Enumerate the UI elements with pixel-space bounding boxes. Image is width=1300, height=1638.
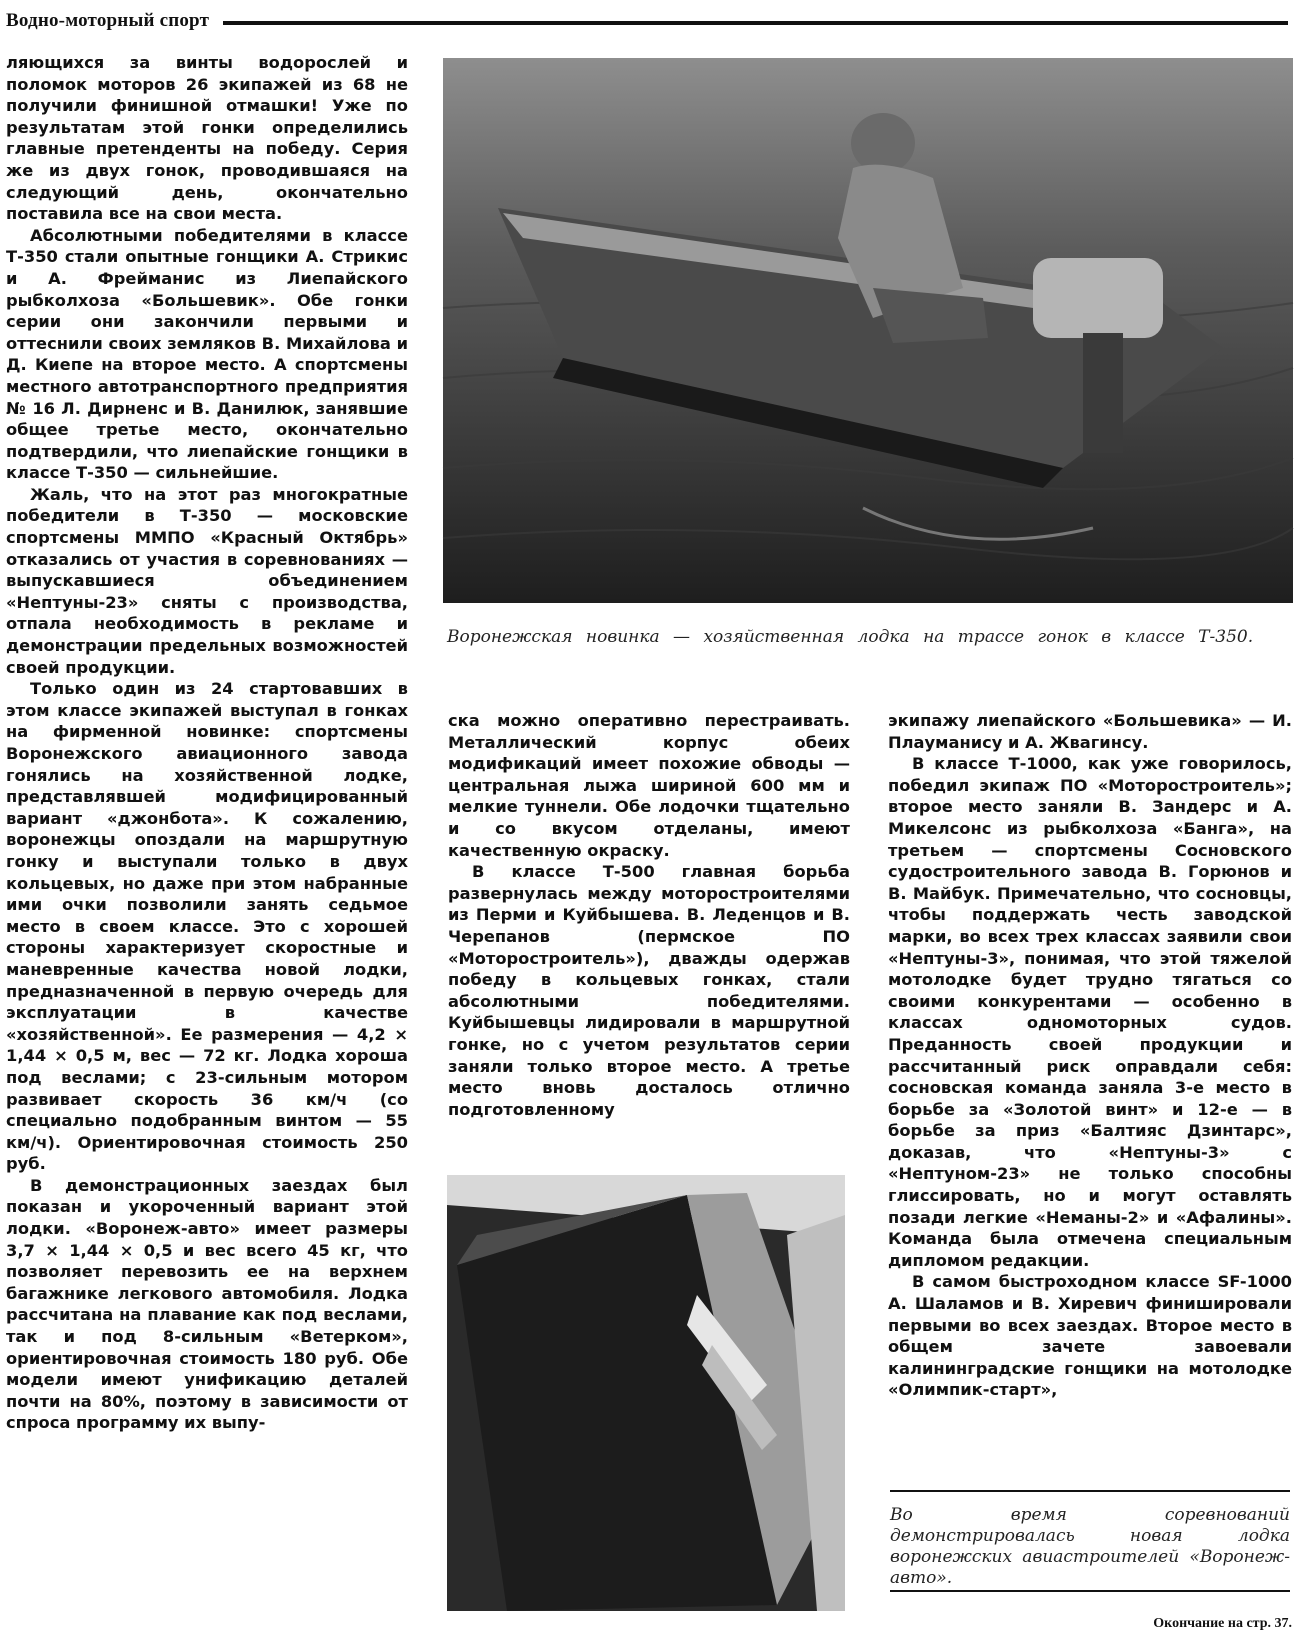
header-rule — [223, 21, 1288, 25]
photo2-caption: Во время соревнований демонстрировалась новая лодка воронежских авиастроителей «Воронеж-авто». — [890, 1505, 1290, 1588]
paragraph: Абсолютными победителями в классе Т-350 стали опытные гонщики А. Стрикис и А. Фрейманис из Лиепайского рыбколхоза «Большевик». Обе гонки серии они закончили первыми и оттеснили своих земляков В. Михайлова и Д. Киепе на второе место. А спортсмены местного автотранспортного предприятия № 16 Л. Дирненс и В. Данилюк, занявшие общее третье место, окончательно подтвердили, что лиепайские гонщики в классе Т-350 — сильнейшие. — [6, 225, 408, 483]
paragraph: Жаль, что на этот раз многократные победители в Т-350 — московские спортсмены ММПО «Красный Октябрь» отказались от участия в соревнованиях — выпускавшиеся объединением «Нептуны-23» сняты с производства, отпала необходимость в рекламе и демонстрации предельных возможностей своей продукции. — [6, 484, 408, 677]
continuation-note: Окончание на стр. 37. — [1153, 1616, 1292, 1631]
paragraph: ска можно оперативно перестраивать. Металлический корпус обеих модификаций имеет похожие обводы — центральная лыжа шириной 600 мм и мелкие туннели. Обе лодочки тщательно и со вкусом отделаны, имеют качественную окраску. — [448, 711, 850, 860]
paragraph: Только один из 24 стартовавших в этом классе экипажей выступал в гонках на фирменной новинке: спортсмены Воронежского авиационного завода гонялись на хозяйственной лодке, представлявшей модифицированный вариант «джонбота». К сожалению, воронежцы опоздали на маршрутную гонку и выступали только в двух кольцевых, но даже при этом набранные ими очки позволили занять седьмое место в своем классе. Это с хорошей стороны характеризует скоростные и маневренные качества новой лодки, предназначенной в первую очередь для эксплуатации в качестве «хозяйственной». Ее размерения — 4,2 × 1,44 × 0,5 м, вес — 72 кг. Лодка хороша под веслами; с 23-сильным мотором развивает скорость 36 км/ч (со специально подобранным винтом — 55 км/ч). Ориентировочная стоимость 250 руб. — [6, 679, 408, 1174]
text-column-3 — [888, 710, 1292, 1400]
photo-boat-hull-image — [447, 1175, 845, 1611]
section-title: Водно-моторный спорт — [6, 10, 210, 31]
caption-divider-bottom — [890, 1590, 1290, 1592]
photo-boat-hull — [447, 1175, 845, 1611]
photo1-caption: Воронежская новинка — хозяйственная лодка на трассе гонок в классе Т-350. — [447, 627, 1254, 647]
paragraph: В классе Т-500 главная борьба развернулась между моторостроителями из Перми и Куйбышева. В. Леденцов и В. Черепанов (пермское ПО «Моторостроитель»), дважды одержав победу в кольцевых гонках, стали абсолютными победителями. Куйбышевцы лидировали в маршрутной гонке, но с учетом результатов серии заняли только второе место. А третье место вновь досталось отлично подготовленному — [448, 862, 850, 1119]
paragraph: ляющихся за винты водорослей и поломок моторов 26 экипажей из 68 не получили финишной отмашки! Уже по результатам этой гонки определились главные претенденты на победу. Серия же из двух гонок, проводившаяся на следующий день, окончательно поставила все на свои места. — [6, 53, 408, 224]
paragraph: В классе Т-1000, как уже говорилось, победил экипаж ПО «Моторостроитель»; второе место заняли В. Зандерс и А. Микелсонс из рыбколхоза «Банга», на третьем — спортсмены Сосновского судостроительного завода В. Горюнов и В. Майбук. Примечательно, что сосновцы, чтобы поддержать честь заводской марки, во всех трех классах заявили свои «Нептуны-3», понимая, что этой тяжелой мотолодке будет трудно тягаться со своими конкурентами — особенно в классах одномоторных судов. Преданность своей продукции и рассчитанный риск оправдали себя: сосновская команда заняла 3-е место в борьбе за «Золотой винт» и 12-е — в борьбе за приз «Балтияс Дзинтарс», доказав, что «Нептуны-3» с «Нептуном-23» не только способны глиссировать, но и могут оставлять позади легкие «Неманы-2» и «Афалины». Команда была отмечена специальным дипломом редакции. — [888, 754, 1292, 1270]
paragraph: В демонстрационных заездах был показан и укороченный вариант этой лодки. «Воронеж-авто» имеет размеры 3,7 × 1,44 × 0,5 и вес всего 45 кг, что позволяет перевозить ее на верхнем багажнике легкового автомобиля. Лодка рассчитана на плавание как под веслами, так и под 8-сильным «Ветерком», ориентировочная стоимость 180 руб. Обе модели имеют унификацию деталей почти на 80%, поэтому в зависимости от спроса программу их выпу- — [6, 1175, 408, 1433]
page-header — [6, 8, 1288, 34]
text-column-1 — [6, 52, 408, 1632]
paragraph: В самом быстроходном классе SF-1000 А. Шаламов и В. Хиревич финишировали первыми во всех заездах. Второе место в общем зачете завоевали калининградские гонщики на мотолодке «Олимпик-старт», — [888, 1272, 1292, 1400]
paragraph: экипажу лиепайского «Большевика» — И. Плауманису и А. Жвагинсу. — [888, 711, 1292, 752]
caption-divider-top — [890, 1490, 1290, 1492]
photo-boat-on-water-image — [443, 58, 1293, 603]
text-column-2 — [448, 710, 850, 1156]
photo-boat-on-water — [443, 58, 1293, 603]
